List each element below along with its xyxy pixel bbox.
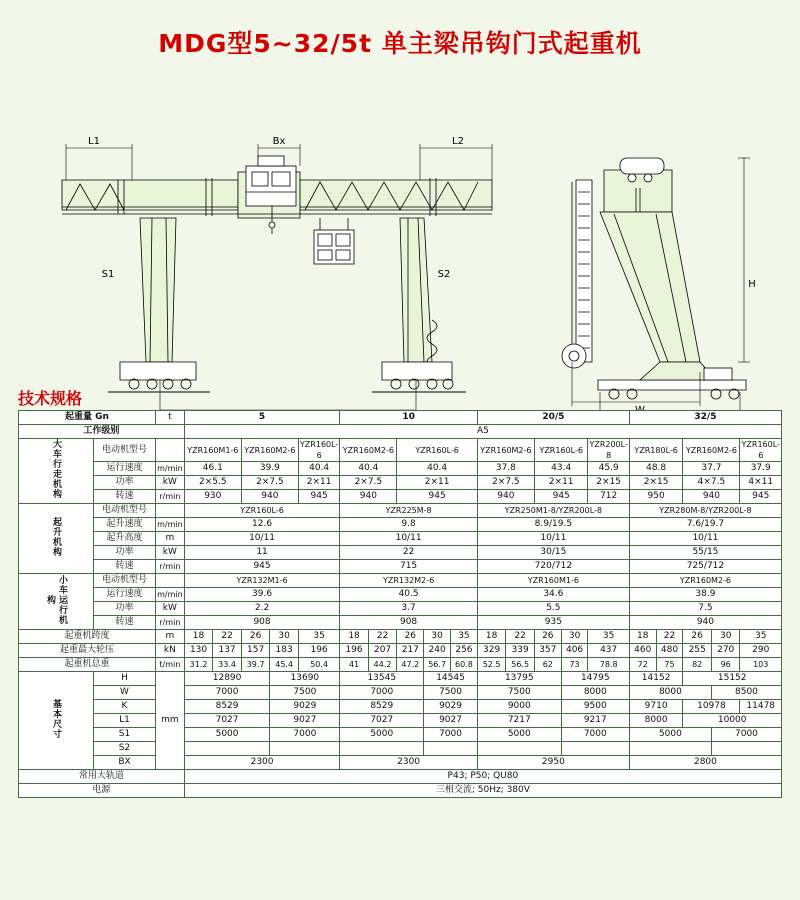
hoist-motor-1: YZR160L-6: [184, 504, 340, 518]
span-v6: 22: [368, 630, 397, 644]
table-row: [19, 439, 782, 462]
travel-speed-7: 43.4: [534, 462, 588, 476]
tw-v9: 60.8: [451, 658, 478, 672]
dim-w-3: 7000: [340, 686, 424, 700]
label-h: H: [748, 279, 756, 290]
span-v18: 30: [711, 630, 740, 644]
dim-s1-3: 5000: [340, 728, 424, 742]
span-v19: 35: [740, 630, 782, 644]
travel-speed-label: 运行速度: [94, 462, 156, 476]
travel-power-6: 2×7.5: [477, 476, 534, 490]
trolley-rpm-1: 908: [184, 616, 340, 630]
wheel-v9: 256: [451, 644, 478, 658]
span-v3: 30: [270, 630, 299, 644]
dim-w-1: 7000: [184, 686, 270, 700]
dim-l1-7: 8000: [629, 714, 683, 728]
hoist-motor-unit: [155, 504, 184, 518]
table-row: [19, 462, 782, 476]
power-supply-value: 三相交流; 50Hz; 380V: [184, 784, 781, 798]
dim-k-4: 9029: [424, 700, 478, 714]
trolley-speed-unit: m/min: [155, 588, 184, 602]
dim-s1-label: S1: [94, 728, 156, 742]
wheel-v15: 460: [629, 644, 656, 658]
hoist-height-1: 10/11: [184, 532, 340, 546]
table-row: [19, 630, 782, 644]
label-bx: Bx: [272, 136, 286, 147]
hoist-speed-4: 7.6/19.7: [629, 518, 781, 532]
travel-motor-2: YZR160M2-6: [241, 439, 298, 462]
dim-bx-3: 2950: [477, 756, 629, 770]
dim-bx-4: 2800: [629, 756, 781, 770]
wheel-v3: 183: [270, 644, 299, 658]
total-weight-unit: t/min: [155, 658, 184, 672]
wheel-v18: 270: [711, 644, 740, 658]
hoist-power-label: 功率: [94, 546, 156, 560]
hoist-rpm-4: 725/712: [629, 560, 781, 574]
hoist-height-label: 起升高度: [94, 532, 156, 546]
hoist-rpm-3: 720/712: [477, 560, 629, 574]
travel-motor-3: YZR160L-6: [299, 440, 339, 460]
tw-v13: 73: [561, 658, 588, 672]
label-s1: S1: [101, 269, 115, 280]
dim-l1-8: 10000: [683, 714, 782, 728]
dim-s2-label: S2: [94, 742, 156, 756]
table-row: [19, 770, 782, 784]
dims-unit: mm: [155, 672, 184, 770]
span-v14: 35: [588, 630, 629, 644]
travel-motor-4: YZR160M2-6: [340, 439, 397, 462]
hoist-speed-label: 起升速度: [94, 518, 156, 532]
hoist-rpm-2: 715: [340, 560, 478, 574]
span-v17: 26: [683, 630, 712, 644]
travel-motor-5: YZR160L-6: [397, 439, 477, 462]
dim-s1-7: 5000: [629, 728, 711, 742]
travel-power-8: 2×15: [588, 476, 629, 490]
hoist-motor-4: YZR280M-8/YZR200L-8: [629, 504, 781, 518]
travel-speed-6: 37.8: [477, 462, 534, 476]
table-row: [19, 742, 782, 756]
dim-h-7: 14152: [629, 672, 683, 686]
travel-motor-9: YZR180L-6: [629, 439, 683, 462]
group-dims: 基本尺寸: [19, 672, 94, 770]
trolley-speed-1: 39.6: [184, 588, 340, 602]
hoist-rpm-1: 945: [184, 560, 340, 574]
travel-speed-10: 37.7: [683, 462, 740, 476]
dim-s1-8: 7000: [711, 728, 781, 742]
hoist-height-2: 10/11: [340, 532, 478, 546]
span-v0: 18: [184, 630, 213, 644]
dim-h-4: 14545: [424, 672, 478, 686]
dim-l1-label: L1: [94, 714, 156, 728]
hoist-speed-3: 8.9/19.5: [477, 518, 629, 532]
table-row: [19, 532, 782, 546]
wheel-v8: 240: [424, 644, 451, 658]
trolley-power-1: 2.2: [184, 602, 340, 616]
travel-rpm-label: 转速: [94, 490, 156, 504]
travel-rpm-11: 945: [740, 490, 782, 504]
travel-rpm-1: 930: [184, 490, 241, 504]
workclass-value: A5: [184, 425, 781, 439]
dim-l1-3: 7027: [340, 714, 424, 728]
table-row: [19, 616, 782, 630]
table-row: [19, 658, 782, 672]
total-weight-label: 起重机总重: [19, 658, 156, 672]
travel-rpm-6: 940: [477, 490, 534, 504]
crane-drawing-svg: [0, 62, 800, 392]
specification-table: [18, 410, 782, 798]
tw-v19: 103: [740, 658, 782, 672]
dim-s2-8: [711, 742, 781, 756]
trolley-rpm-3: 935: [477, 616, 629, 630]
dim-s2-4: [424, 742, 478, 756]
dim-w-8: 8500: [711, 686, 781, 700]
label-l1: L1: [88, 136, 100, 147]
travel-motor-1: YZR160M1-6: [184, 439, 241, 462]
dim-h-6: 14795: [561, 672, 629, 686]
dim-bx-label: BX: [94, 756, 156, 770]
trolley-rpm-2: 908: [340, 616, 478, 630]
tw-v14: 78.8: [588, 658, 629, 672]
dim-s2-6: [561, 742, 629, 756]
dim-h-8: 15152: [683, 672, 782, 686]
dim-w-5: 7500: [477, 686, 561, 700]
dim-s2-3: [340, 742, 424, 756]
trolley-rpm-label: 转速: [94, 616, 156, 630]
table-row: [19, 784, 782, 798]
capacity-32-5: 32/5: [629, 411, 781, 425]
tw-v6: 44.2: [368, 658, 397, 672]
dim-s1-6: 7000: [561, 728, 629, 742]
dim-l1-4: 9027: [424, 714, 478, 728]
travel-motor-unit: [155, 439, 184, 462]
trolley-power-unit: kW: [155, 602, 184, 616]
wheel-v6: 207: [368, 644, 397, 658]
trolley-motor-2: YZR132M2-6: [340, 574, 478, 588]
hoist-motor-label: 电动机型号: [94, 504, 156, 518]
tw-v8: 56.7: [424, 658, 451, 672]
travel-speed-unit: m/min: [155, 462, 184, 476]
travel-power-unit: kW: [155, 476, 184, 490]
travel-power-label: 功率: [94, 476, 156, 490]
tw-v3: 45.4: [270, 658, 299, 672]
hoist-speed-unit: m/min: [155, 518, 184, 532]
rail-label: 常用大轨道: [19, 770, 185, 784]
travel-rpm-4: 940: [340, 490, 397, 504]
wheel-v13: 406: [561, 644, 588, 658]
dim-k-1: 8529: [184, 700, 270, 714]
label-l2: L2: [452, 136, 464, 147]
travel-power-10: 4×7.5: [683, 476, 740, 490]
rail-value: P43; P50; QU80: [184, 770, 781, 784]
capacity-label: 起重量 Gn: [19, 411, 156, 425]
hoist-height-unit: m: [155, 532, 184, 546]
dim-k-5: 9000: [477, 700, 561, 714]
travel-motor-11: YZR160L-6: [741, 440, 780, 460]
travel-motor-7: YZR160L-6: [534, 439, 588, 462]
group-trolley: 小车运行机构: [19, 574, 94, 630]
span-v9: 35: [451, 630, 478, 644]
hoist-power-1: 11: [184, 546, 340, 560]
travel-speed-11: 37.9: [740, 462, 782, 476]
trolley-speed-label: 运行速度: [94, 588, 156, 602]
dim-bx-1: 2300: [184, 756, 340, 770]
span-v15: 18: [629, 630, 656, 644]
dim-w-label: W: [94, 686, 156, 700]
wheel-v10: 329: [477, 644, 506, 658]
trolley-speed-3: 34.6: [477, 588, 629, 602]
tw-v1: 33.4: [213, 658, 242, 672]
span-unit: m: [155, 630, 184, 644]
hoist-height-4: 10/11: [629, 532, 781, 546]
trolley-speed-2: 40.5: [340, 588, 478, 602]
table-row: [19, 714, 782, 728]
trolley-rpm-4: 940: [629, 616, 781, 630]
group-travel: 大车行走机构: [19, 439, 94, 504]
span-label: 起重机跨度: [19, 630, 156, 644]
travel-rpm-8: 712: [588, 490, 629, 504]
span-v16: 22: [656, 630, 683, 644]
table-row: [19, 411, 782, 425]
travel-power-9: 2×15: [629, 476, 683, 490]
table-row: [19, 644, 782, 658]
span-v4: 35: [298, 630, 339, 644]
crane-drawing: [0, 62, 800, 392]
dim-w-6: 8000: [561, 686, 629, 700]
table-row: [19, 560, 782, 574]
capacity-10: 10: [340, 411, 478, 425]
dim-k-3: 8529: [340, 700, 424, 714]
travel-motor-8: YZR200L-8: [589, 440, 628, 460]
travel-rpm-2: 940: [241, 490, 298, 504]
table-row: [19, 728, 782, 742]
hoist-power-unit: kW: [155, 546, 184, 560]
travel-rpm-9: 950: [629, 490, 683, 504]
dim-s2-2: [270, 742, 340, 756]
dim-bx-2: 2300: [340, 756, 478, 770]
table-row: [19, 425, 782, 439]
tw-v17: 82: [683, 658, 712, 672]
hoist-rpm-unit: r/min: [155, 560, 184, 574]
group-hoist: 起升机构: [19, 504, 94, 574]
travel-motor-10: YZR160M2-6: [683, 439, 740, 462]
hoist-power-3: 30/15: [477, 546, 629, 560]
travel-power-2: 2×7.5: [241, 476, 298, 490]
dim-h-label: H: [94, 672, 156, 686]
wheel-v14: 437: [588, 644, 629, 658]
label-s2: S2: [437, 269, 451, 280]
dim-h-5: 13795: [477, 672, 561, 686]
hoist-motor-2: YZR225M-8: [340, 504, 478, 518]
table-row: [19, 602, 782, 616]
table-row: [19, 476, 782, 490]
dim-w-7: 8000: [629, 686, 711, 700]
table-row: [19, 518, 782, 532]
spec-title: 技术规格: [18, 391, 83, 408]
tw-v11: 56.5: [506, 658, 535, 672]
tw-v4: 50.4: [298, 658, 339, 672]
wheel-v16: 480: [656, 644, 683, 658]
wheel-v12: 357: [534, 644, 561, 658]
table-row: [19, 574, 782, 588]
span-v8: 30: [424, 630, 451, 644]
trolley-power-2: 3.7: [340, 602, 478, 616]
power-supply-label: 电源: [19, 784, 185, 798]
trolley-motor-4: YZR160M2-6: [629, 574, 781, 588]
hoist-power-4: 55/15: [629, 546, 781, 560]
dim-l1-6: 9217: [561, 714, 629, 728]
dim-s2-5: [477, 742, 561, 756]
tw-v15: 72: [629, 658, 656, 672]
travel-rpm-10: 940: [683, 490, 740, 504]
hoist-power-2: 22: [340, 546, 478, 560]
dim-l1-5: 7217: [477, 714, 561, 728]
dim-k-2: 9029: [270, 700, 340, 714]
wheel-v19: 290: [740, 644, 782, 658]
trolley-power-4: 7.5: [629, 602, 781, 616]
table-row: [19, 700, 782, 714]
travel-power-1: 2×5.5: [184, 476, 241, 490]
trolley-speed-4: 38.9: [629, 588, 781, 602]
tw-v5: 41: [340, 658, 368, 672]
tw-v2: 39.7: [241, 658, 270, 672]
travel-motor-label: 电动机型号: [94, 439, 156, 462]
dim-s1-5: 5000: [477, 728, 561, 742]
travel-power-4: 2×7.5: [340, 476, 397, 490]
hoist-speed-2: 9.8: [340, 518, 478, 532]
span-v1: 22: [213, 630, 242, 644]
dim-k-9: 11478: [740, 700, 782, 714]
wheel-load-label: 起重最大轮压: [19, 644, 156, 658]
dim-k-7: 9710: [629, 700, 683, 714]
dim-h-3: 13545: [340, 672, 424, 686]
span-v5: 18: [340, 630, 368, 644]
trolley-motor-3: YZR160M1-6: [477, 574, 629, 588]
trolley-motor-label: 电动机型号: [94, 574, 156, 588]
dim-w-2: 7500: [270, 686, 340, 700]
travel-rpm-7: 945: [534, 490, 588, 504]
travel-power-11: 4×11: [740, 476, 782, 490]
span-v12: 26: [534, 630, 561, 644]
table-row: [19, 546, 782, 560]
dim-s1-2: 7000: [270, 728, 340, 742]
dim-w-4: 7500: [424, 686, 478, 700]
span-v7: 26: [397, 630, 424, 644]
tw-v0: 31.2: [184, 658, 213, 672]
table-row: [19, 588, 782, 602]
tw-v10: 52.5: [477, 658, 506, 672]
workclass-label: 工作级别: [19, 425, 185, 439]
travel-rpm-3: 945: [298, 490, 339, 504]
travel-motor-6: YZR160M2-6: [477, 439, 534, 462]
trolley-motor-1: YZR132M1-6: [184, 574, 340, 588]
hoist-height-3: 10/11: [477, 532, 629, 546]
wheel-v7: 217: [397, 644, 424, 658]
dim-l1-2: 9027: [270, 714, 340, 728]
hoist-rpm-label: 转速: [94, 560, 156, 574]
tw-v12: 62: [534, 658, 561, 672]
travel-speed-4: 40.4: [340, 462, 397, 476]
capacity-5: 5: [184, 411, 340, 425]
travel-rpm-5: 945: [397, 490, 477, 504]
wheel-v11: 339: [506, 644, 535, 658]
dim-s2-7: [629, 742, 711, 756]
span-v11: 22: [506, 630, 535, 644]
travel-speed-2: 39.9: [241, 462, 298, 476]
trolley-rpm-unit: r/min: [155, 616, 184, 630]
capacity-20-5: 20/5: [477, 411, 629, 425]
dim-k-8: 10978: [683, 700, 740, 714]
page-title: MDG型5~32/5t 单主梁吊钩门式起重机: [158, 29, 642, 58]
table-row: [19, 686, 782, 700]
hoist-motor-3: YZR250M1-8/YZR200L-8: [477, 504, 629, 518]
travel-speed-5: 40.4: [397, 462, 477, 476]
wheel-v0: 130: [184, 644, 213, 658]
travel-rpm-unit: r/min: [155, 490, 184, 504]
tw-v16: 75: [656, 658, 683, 672]
tw-v18: 96: [711, 658, 740, 672]
travel-speed-1: 46.1: [184, 462, 241, 476]
travel-speed-9: 48.8: [629, 462, 683, 476]
dim-s1-1: 5000: [184, 728, 270, 742]
travel-power-3: 2×11: [298, 476, 339, 490]
dim-k-6: 9500: [561, 700, 629, 714]
trolley-motor-unit: [155, 574, 184, 588]
wheel-load-unit: kN: [155, 644, 184, 658]
wheel-v17: 255: [683, 644, 712, 658]
trolley-power-3: 5.5: [477, 602, 629, 616]
travel-power-7: 2×11: [534, 476, 588, 490]
capacity-unit: t: [155, 411, 184, 425]
wheel-v2: 157: [241, 644, 270, 658]
hoist-speed-1: 12.6: [184, 518, 340, 532]
wheel-v5: 196: [340, 644, 368, 658]
span-v10: 18: [477, 630, 506, 644]
wheel-v1: 137: [213, 644, 242, 658]
table-row: [19, 672, 782, 686]
span-v13: 30: [561, 630, 588, 644]
travel-speed-3: 40.4: [298, 462, 339, 476]
travel-speed-8: 45.9: [588, 462, 629, 476]
travel-power-5: 2×11: [397, 476, 477, 490]
table-row: [19, 490, 782, 504]
dim-l1-1: 7027: [184, 714, 270, 728]
dim-h-2: 13690: [270, 672, 340, 686]
dim-s2-1: [184, 742, 270, 756]
tw-v7: 47.2: [397, 658, 424, 672]
span-v2: 26: [241, 630, 270, 644]
table-row: [19, 756, 782, 770]
wheel-v4: 196: [298, 644, 339, 658]
dim-k-label: K: [94, 700, 156, 714]
dim-s1-4: 7000: [424, 728, 478, 742]
table-row: [19, 504, 782, 518]
dim-h-1: 12890: [184, 672, 270, 686]
trolley-power-label: 功率: [94, 602, 156, 616]
